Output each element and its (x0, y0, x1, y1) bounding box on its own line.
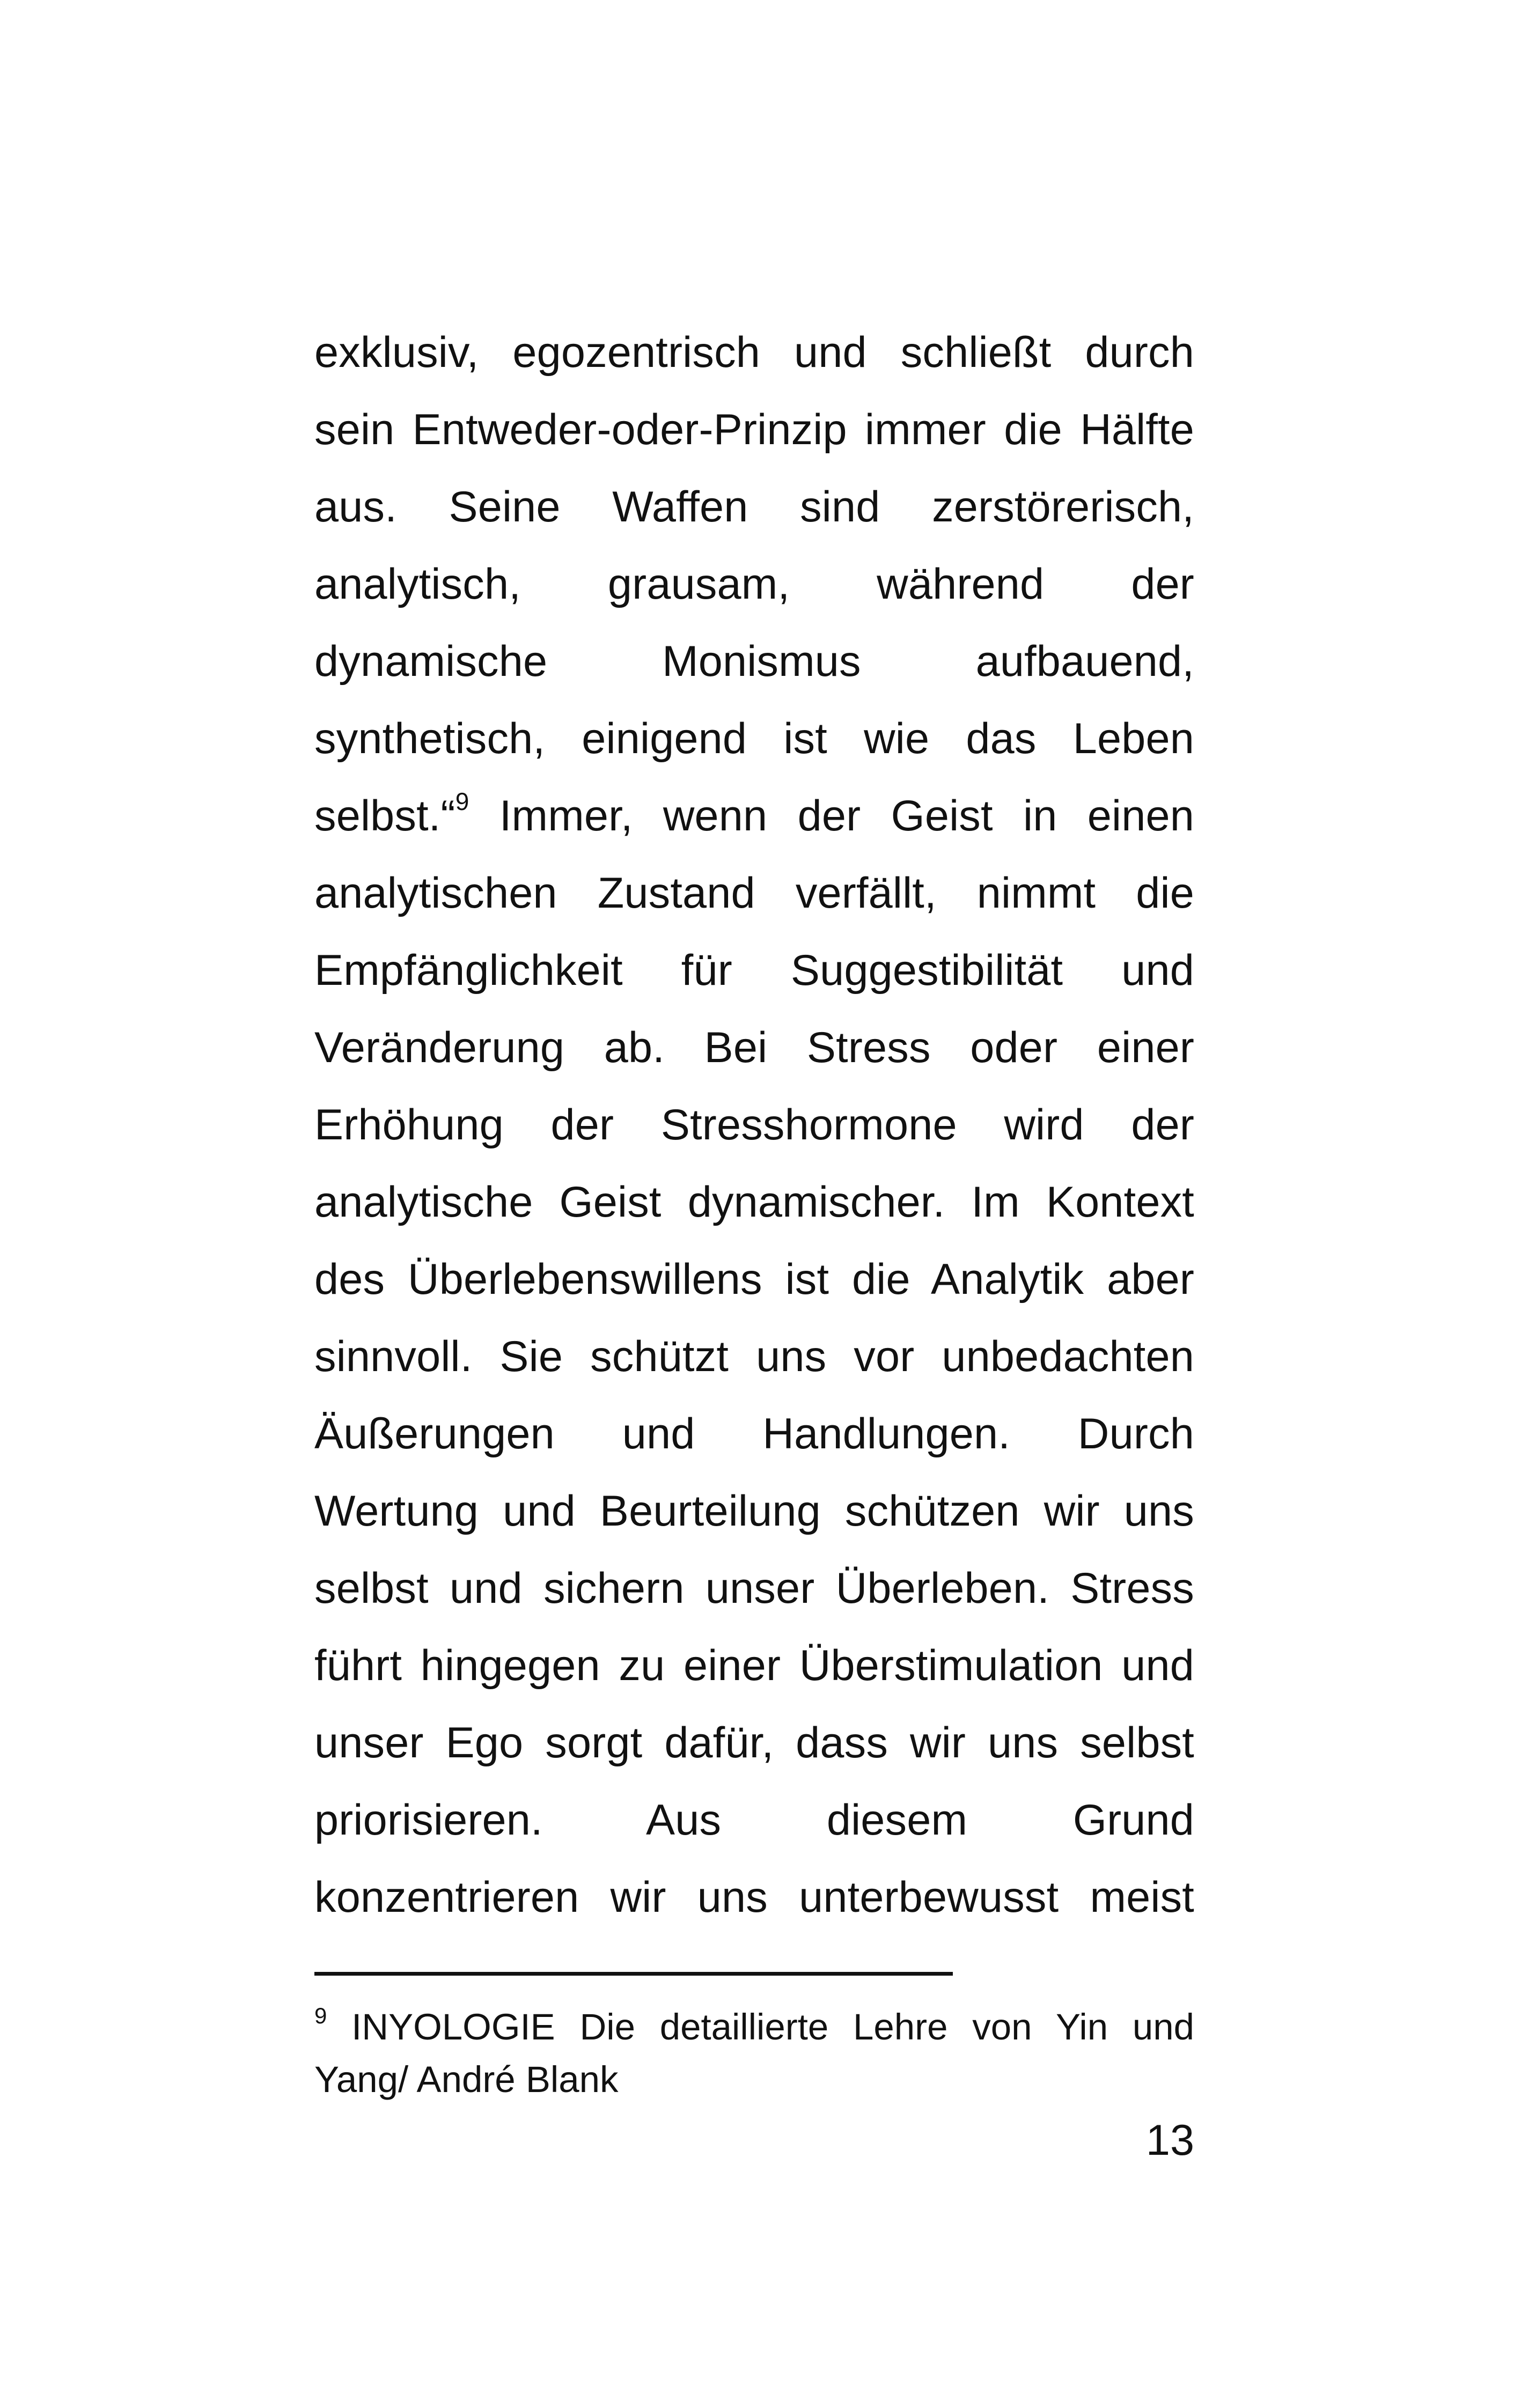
text-line: konzentrieren wir uns unterbewusst meist (314, 1873, 1194, 1921)
footnote-line: Yang/ André Blank (314, 2059, 619, 2100)
footnote-line (314, 2001, 1194, 2053)
text-line: Wertung und Beurteilung schützen wir uns (314, 1487, 1194, 1535)
footnote-reference: 9 (455, 787, 469, 815)
text-line: Empfänglichkeit für Suggestibilität und (314, 946, 1194, 995)
text-line: analytisch, grausam, während der (314, 560, 1194, 608)
text-line: sinnvoll. Sie schützt uns vor unbedachten (314, 1332, 1194, 1381)
text-line: des Überlebenswillens ist die Analytik aber (314, 1255, 1194, 1304)
text-line: analytische Geist dynamischer. Im Kontext (314, 1178, 1194, 1226)
text-line-with-footnote-ref (314, 777, 1194, 855)
text-line: analytischen Zustand verfällt, nimmt die (314, 869, 1194, 917)
footnote-text: INYOLOGIE Die detaillierte Lehre von Yin und (327, 2006, 1194, 2048)
text-line: priorisieren. Aus diesem Grund (314, 1796, 1194, 1844)
footnote-divider (314, 1972, 953, 1976)
body-text (314, 314, 1194, 1936)
text-line: Äußerungen und Handlungen. Durch (314, 1410, 1194, 1458)
text-line: exklusiv, egozentrisch und schließt durch (314, 328, 1194, 377)
footnote (314, 2001, 1194, 2106)
text-line: selbst und sichern unser Überleben. Stress (314, 1564, 1194, 1612)
text-line: Veränderung ab. Bei Stress oder einer (314, 1023, 1194, 1072)
text-line: aus. Seine Waffen sind zerstörerisch, (314, 483, 1194, 531)
page-number: 13 (1145, 2116, 1194, 2164)
text-segment: Immer, wenn der Geist in einen (469, 792, 1194, 840)
footnote-marker: 9 (314, 2003, 327, 2028)
text-line: synthetisch, einigend ist wie das Leben (314, 715, 1194, 763)
text-line: unser Ego sorgt dafür, dass wir uns selbst (314, 1719, 1194, 1767)
text-line: dynamische Monismus aufbauend, (314, 637, 1194, 686)
text-line: Erhöhung der Stresshormone wird der (314, 1101, 1194, 1149)
text-segment: selbst.“ (314, 792, 455, 840)
text-line: führt hingegen zu einer Überstimulation und (314, 1641, 1194, 1690)
text-line: sein Entweder-oder-Prinzip immer die Hälfte (314, 406, 1194, 454)
